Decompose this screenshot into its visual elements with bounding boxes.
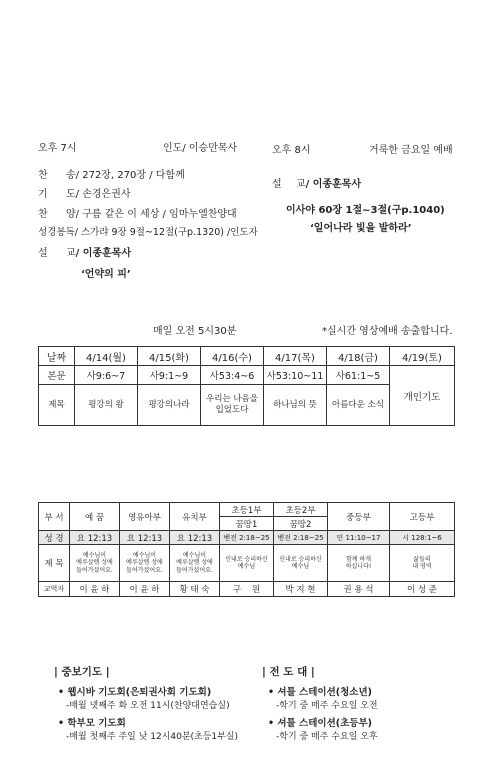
hymn-label: 찬 <box>38 170 48 181</box>
dept-label: 부 서 <box>39 503 70 531</box>
prayer-item-title: • 웹시바 기도회(은퇴권사회 기도회) <box>58 687 212 698</box>
title-cell: 아름다운 소식 <box>327 385 390 426</box>
teacher-cell: 권 용 석 <box>328 582 390 597</box>
high-cell: 고등부 <box>390 503 455 531</box>
scripture-cell: 벧전 2:18~25 <box>274 531 328 545</box>
teacher-cell: 이 성 준 <box>390 582 455 597</box>
text-cell: 사9:6~7 <box>75 366 138 385</box>
hymn-text: / 272장, 270장 / 다함께 <box>75 170 185 181</box>
day-header: 4/17(목) <box>264 347 327 366</box>
scripture-cell: 요 12:13 <box>70 531 120 545</box>
dept-cell: 영유아부 <box>120 503 170 531</box>
elem1-sub-cell: 꿈땅1 <box>220 517 274 531</box>
school-title-cell: 삶들의 내 영역 <box>390 545 455 582</box>
sermon-label2: 교 <box>66 248 76 259</box>
evangelism-item-title: • 셔틀 스테이션(청소년) <box>268 687 372 698</box>
evangelism-item-detail: -학기 중 매주 수요일 오전 <box>276 701 378 711</box>
day-header: 4/14(월) <box>75 347 138 366</box>
prayer-line <box>38 185 131 200</box>
hymn-line <box>38 166 185 181</box>
scripture-cell: 벧전 2:18~25 <box>220 531 274 545</box>
elem1-cell: 초등1부 <box>220 503 274 517</box>
school-title-cell: 인내로 승리하신 예수님 <box>220 545 274 582</box>
school-title-label: 제 목 <box>39 545 70 582</box>
teacher-cell: 박 지 현 <box>274 582 328 597</box>
school-title-cell: 함께 하게 하십니다! <box>328 545 390 582</box>
scripture-cell: 요 12:13 <box>120 531 170 545</box>
choir-line <box>38 205 237 220</box>
teacher-label: 교역자 <box>39 582 70 597</box>
prayer-item-detail: -매월 첫째주 주일 낮 12시40분(초등1부실) <box>66 732 239 742</box>
scripture-label: 성 경 <box>39 531 70 545</box>
text-cell: 사61:1~5 <box>327 366 390 385</box>
text-cell: 사53:4~6 <box>201 366 264 385</box>
broadcast-note: *실시간 영상예배 송출합니다. <box>322 326 453 337</box>
friday-time: 오후 8시 <box>272 145 311 156</box>
church-school-table <box>38 502 455 597</box>
text-label: 본문 <box>39 366 75 385</box>
title-cell: 하나님의 뜻 <box>264 385 327 426</box>
day-header: 4/16(수) <box>201 347 264 366</box>
dept-cell: 예 꿈 <box>70 503 120 531</box>
teacher-cell: 구 원 <box>220 582 274 597</box>
school-title-cell: 예수님이 예루살렘 성에 들어가셨어요. <box>170 545 220 582</box>
title-label: 제목 <box>39 385 75 426</box>
text-cell: 사53:10~11 <box>264 366 327 385</box>
elem2-sub-cell: 꿈땅2 <box>274 517 328 531</box>
evangelism-item-title: • 셔틀 스테이션(초등부) <box>268 718 372 729</box>
evangelism-heading: | 전 도 대 | <box>262 666 315 678</box>
day-header: 4/15(화) <box>138 347 201 366</box>
teacher-cell: 황 태 숙 <box>170 582 220 597</box>
choir-label: 찬 <box>38 209 48 220</box>
prayer-heading: | 중보기도 | <box>54 666 110 678</box>
sermon-line <box>38 244 131 259</box>
friday-sermon-title: ‘일어나라 빛을 발하라’ <box>310 223 412 234</box>
saturday-cell: 개인기도 <box>390 366 455 426</box>
friday-title: 거룩한 금요일 예배 <box>369 145 453 156</box>
title-cell: 평강의나라 <box>138 385 201 426</box>
evening-time: 오후 7시 <box>38 143 77 154</box>
teacher-cell: 이 윤 하 <box>120 582 170 597</box>
school-title-cell: 예수님이 예루살렘 성에 들어가셨어요. <box>70 545 120 582</box>
scripture-reading-label: 성경봉독 <box>38 227 75 238</box>
scripture-cell: 민 11:10~17 <box>328 531 390 545</box>
friday-sermon-label2: 교 <box>296 179 306 190</box>
hymn-label2: 송 <box>66 170 76 181</box>
elem2-cell: 초등2부 <box>274 503 328 517</box>
prayer-item-detail: -매월 넷째주 화 오전 11시(찬양대연습실) <box>66 701 230 711</box>
scripture-cell: 요 12:13 <box>170 531 220 545</box>
text-cell: 사9:1~9 <box>138 366 201 385</box>
day-header: 4/18(금) <box>327 347 390 366</box>
date-header: 날짜 <box>39 347 75 366</box>
scripture-cell: 시 128:1~6 <box>390 531 455 545</box>
teacher-cell: 이 윤 하 <box>70 582 120 597</box>
dawn-time-note: 매일 오전 5시30분 <box>153 326 237 337</box>
evening-sermon-title: ‘언약의 피’ <box>81 269 131 280</box>
school-title-cell: 인내로 승리하신 예수님 <box>274 545 328 582</box>
friday-sermon-line <box>272 175 361 190</box>
evening-leader: 인도/ 이승만목사 <box>163 143 238 154</box>
title-cell: 우리는 나음을 입었도다 <box>201 385 264 426</box>
sermon-preacher: / 이종훈목사 <box>75 248 132 259</box>
friday-scripture: 이사야 60장 1절~3절(구p.1040) <box>286 205 445 216</box>
dept-cell: 유치부 <box>170 503 220 531</box>
title-cell: 평강의 왕 <box>75 385 138 426</box>
choir-text: / 구름 같은 이 세상 / 임마누엘찬양대 <box>75 209 237 220</box>
sermon-label: 설 <box>38 248 48 259</box>
dawn-schedule-table <box>38 346 455 426</box>
day-header: 4/19(토) <box>390 347 455 366</box>
prayer-label: 기 <box>38 189 48 200</box>
school-title-cell: 예수님이 예루살렘 성에 들어가셨어요. <box>120 545 170 582</box>
friday-preacher: / 이종훈목사 <box>305 179 362 190</box>
middle-cell: 중등부 <box>328 503 390 531</box>
prayer-item-title: • 학부모 기도회 <box>58 718 126 729</box>
scripture-reading-line <box>38 224 258 238</box>
choir-label2: 양 <box>66 209 76 220</box>
scripture-reading-text: / 스가랴 9장 9절~12절(구p.1320) /인도자 <box>74 227 258 238</box>
prayer-text: / 손경은권사 <box>75 189 131 200</box>
evangelism-item-detail: -학기 중 매주 수요일 오후 <box>276 732 378 742</box>
prayer-label2: 도 <box>66 189 76 200</box>
friday-sermon-label: 설 <box>272 179 282 190</box>
